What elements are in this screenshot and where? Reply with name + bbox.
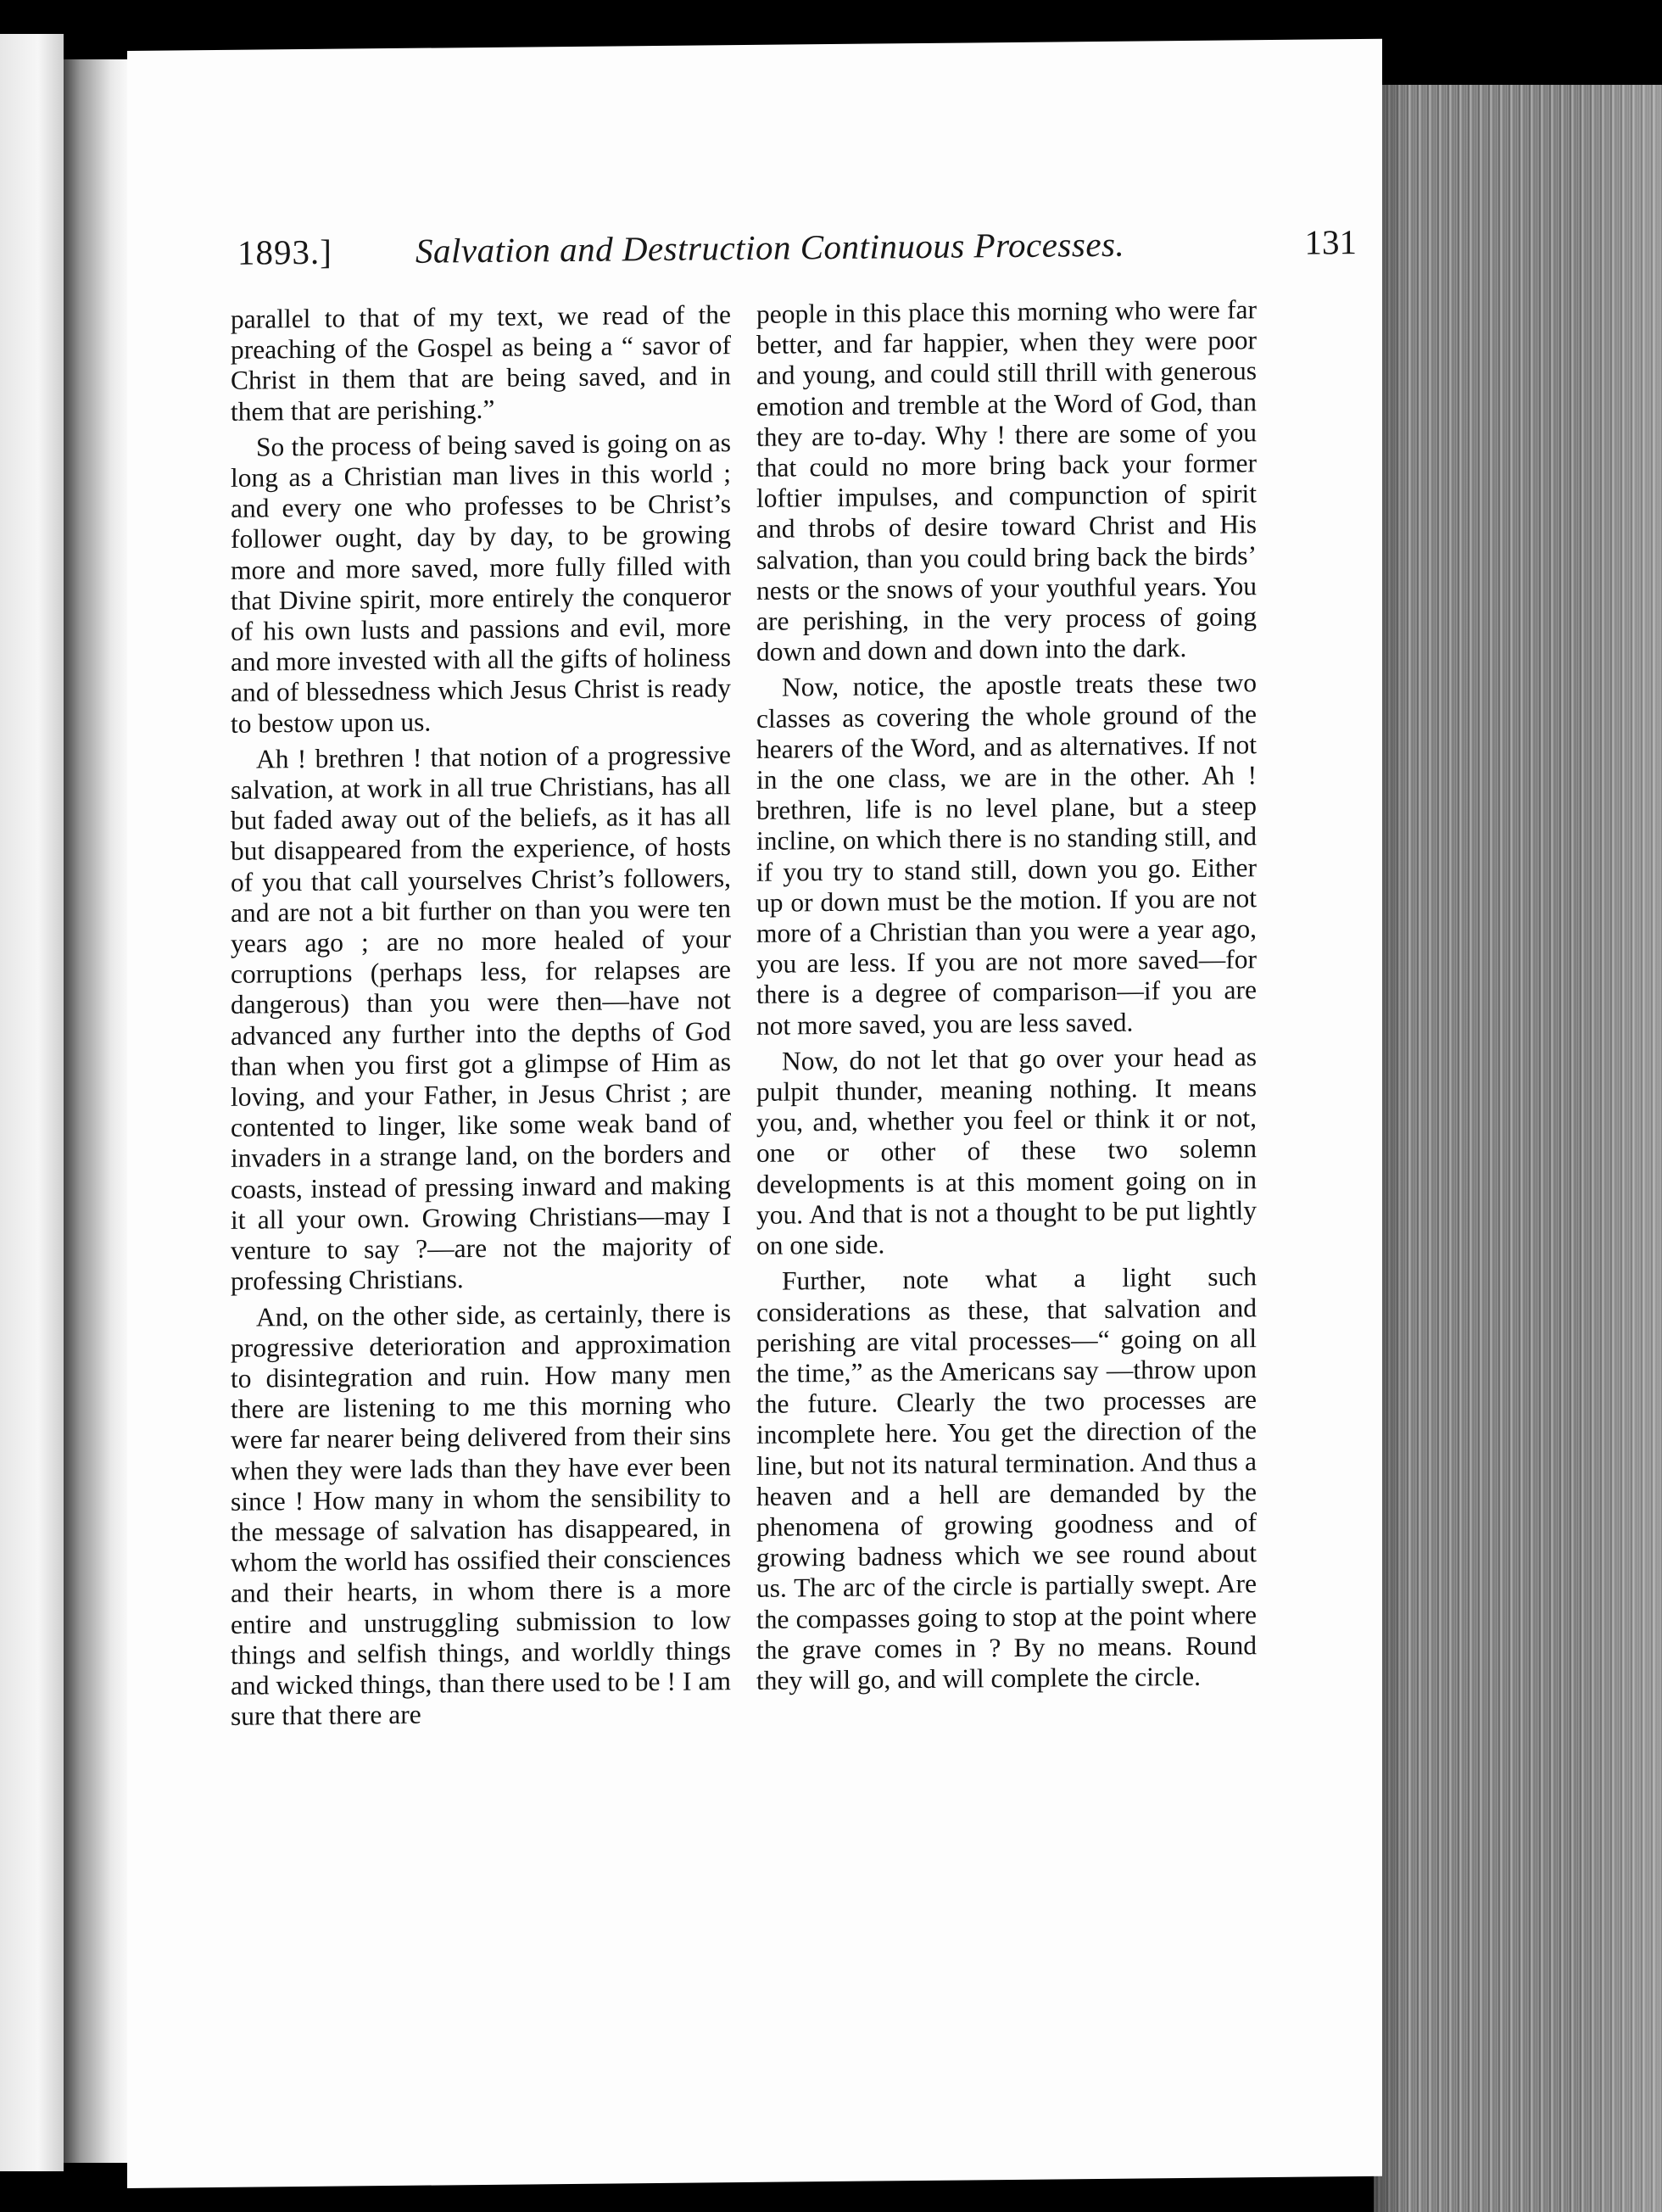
paragraph: Ah ! brethren ! that notion of a progressive salvation, at work in all true Christians, has all but faded away out of the beliefs, as it has all but disappeared from the experience, of hosts of you that call yourselves Christ’s followers, and are not a bit further on than you were ten years ago ; are no more healed of your corruptions (perhaps less, for relapses are dangerous) than you were then—have not advanced any further into the depths of God than when you first got a glimpse of Him as loving, and your Father, in Jesus Christ ; are contented to linger, like some weak band of invaders in a strange land, on the borders and coasts, instead of pressing inward and making it all your own. Growing Christians—may I venture to say ?—are not the majority of professing Christians. bbox=[231, 740, 731, 1297]
paragraph: people in this place this morning who were far better, and far happier, when they were poor and young, and could still thrill with generous emotion and tremble at the Word of God, than they are to-day. Why ! there are some of you that could no more bring back your former loftier impulses, and compunction of spirit and throbs of desire toward Christ and His salvation, than you could bring back the birds’ nests or the snows of your youthful years. You are perishing, in the very process of going down and down and down into the dark. bbox=[756, 294, 1257, 668]
paragraph: And, on the other side, as certainly, there is progressive deterioration and approximation to disintegration and ruin. How many men there are listening to me this morning who were far nearer being delivered from their sins when they were lads than they have ever been since ! How many in whom the sensibility to the message of salvation has disappeared, in whom the world has ossified their consciences and their hearts, in whom there is a more entire and unstruggling submission to low things and selfish things, and worldly things and wicked things, than there used to be ! I am sure that there are bbox=[231, 1297, 731, 1731]
spine-shadow bbox=[64, 59, 131, 2163]
book-page bbox=[127, 39, 1382, 2188]
paragraph: Further, note what a light such considerations as these, that salvation and perishing are vital processes—“ going on all the time,” as the Americans say —throw upon the future. Clearly the two processes are incomplete here. You get the direction of the line, but not its natural termination. And thus a heaven and a hell are demanded by the phenomena of growing goodness and of growing badness which we see round about us. The arc of the circle is partially swept. Are the compasses going to stop at the point where the grave comes in ? By no means. Round they will go, and will complete the circle. bbox=[756, 1261, 1257, 1695]
right-column bbox=[756, 294, 1257, 1696]
paragraph: Now, notice, the apostle treats these two classes as covering the whole ground of the hearers of the Word, and as alternatives. If not in the one class, we are in the other. Ah ! brethren, life is no level plane, but a steep incline, on which there is no standing still, and if you try to stand still, down you go. Either up or down must be the motion. If you are not more of a Christian than you were a year ago, you are less. If you are not more saved—for there is a degree of comparison—if you are not more saved, you are less saved. bbox=[756, 668, 1257, 1041]
running-head bbox=[237, 221, 1357, 283]
paragraph: parallel to that of my text, we read of the preaching of the Gospel as being a “ savor of Christ in them that are being saved, and in them that are perishing.” bbox=[231, 299, 731, 427]
left-column bbox=[231, 299, 731, 1732]
facing-page-edge bbox=[0, 34, 64, 2171]
running-head-year: 1893.] bbox=[237, 232, 332, 272]
page-number: 131 bbox=[1304, 222, 1357, 262]
book-fore-edge bbox=[1374, 85, 1662, 2212]
running-head-title: Salvation and Destruction Continuous Processes. bbox=[416, 224, 1125, 271]
paragraph: Now, do not let that go over your head as pulpit thunder, meaning nothing. It means you, and, whether you feel or think it or not, one or other of these two solemn developments is at this moment going on in you. And that is not a thought to be put lightly on one side. bbox=[756, 1042, 1257, 1260]
paragraph: So the process of being saved is going on as long as a Christian man lives in this world ; and every one who professes to be Christ’s follower ought, day by day, to be growing more and more saved, more fully filled with that Divine spirit, more entirely the conqueror of his own lusts and passions and evil, more and more invested with all the gifts of holiness and of blessedness which Jesus Christ is ready to bestow upon us. bbox=[231, 427, 731, 739]
